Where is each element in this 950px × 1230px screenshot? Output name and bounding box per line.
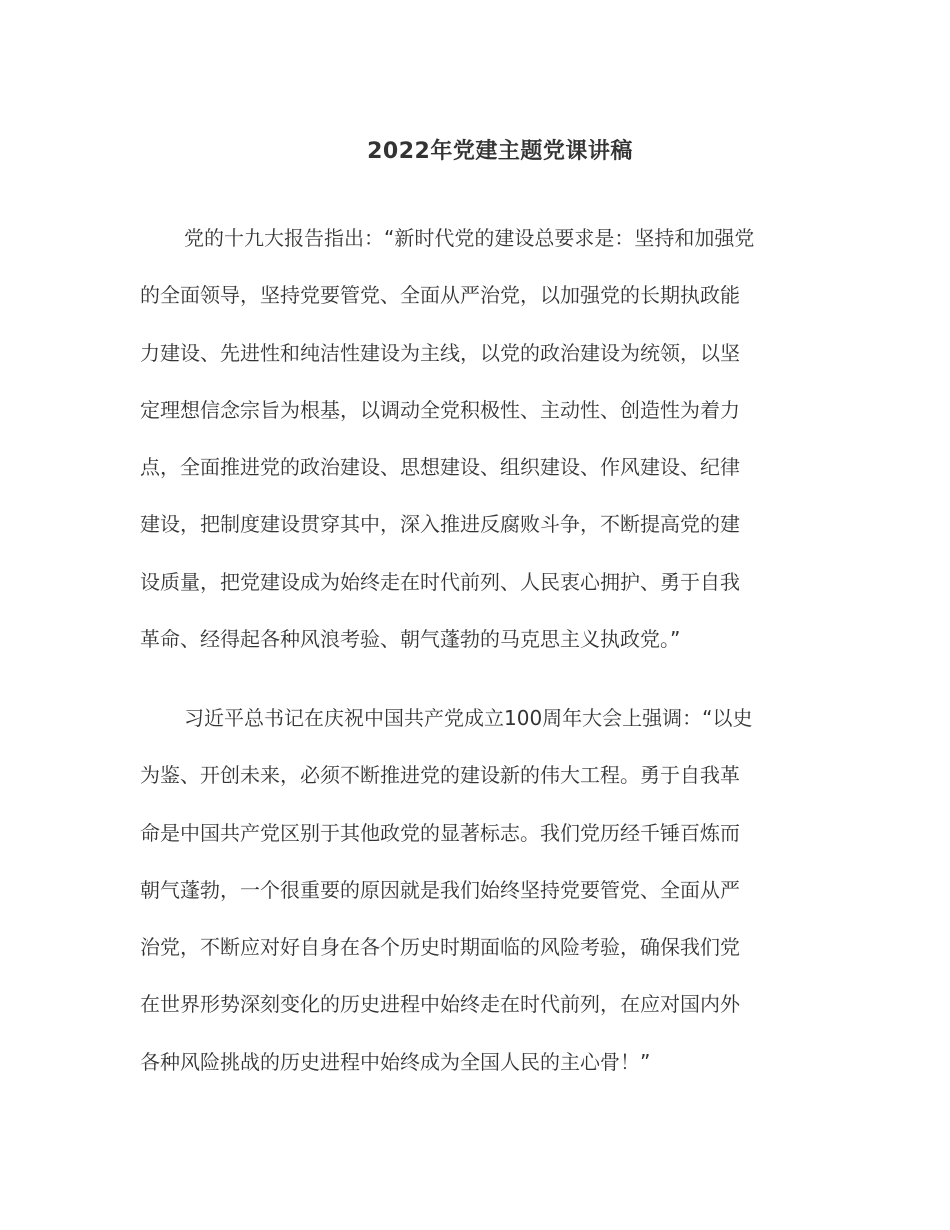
paragraph-line: 的全面领导，坚持党要管党、全面从严治党，以加强党的长期执政能 bbox=[140, 283, 740, 308]
paragraph-line: 在世界形势深刻变化的历史进程中始终走在时代前列，在应对国内外 bbox=[140, 992, 740, 1017]
paragraph-line: 朝气蓬勃，一个很重要的原因就是我们始终坚持党要管党、全面从严 bbox=[140, 877, 740, 902]
paragraph-line: 力建设、先进性和纯洁性建设为主线，以党的政治建设为统领，以坚 bbox=[140, 340, 740, 365]
document-title: 2022年党建主题党课讲稿 bbox=[367, 139, 633, 164]
paragraph-line: 定理想信念宗旨为根基，以调动全党积极性、主动性、创造性为着力 bbox=[140, 397, 740, 422]
paragraph-line: 设质量，把党建设成为始终走在时代前列、人民衷心拥护、勇于自我 bbox=[140, 569, 740, 594]
paragraph-line: 治党，不断应对好自身在各个历史时期面临的风险考验，确保我们党 bbox=[140, 935, 740, 960]
paragraph-line: 各种风险挑战的历史进程中始终成为全国人民的主心骨！” bbox=[140, 1049, 651, 1074]
paragraph-line: 革命、经得起各种风浪考验、朝气蓬勃的马克思主义执政党。” bbox=[140, 627, 681, 652]
paragraph-2 bbox=[140, 690, 812, 1091]
paragraph-1 bbox=[140, 210, 812, 668]
paragraph-line: 建设，把制度建设贯穿其中，深入推进反腐败斗争，不断提高党的建 bbox=[140, 512, 740, 537]
paragraph-line: 为鉴、开创未来，必须不断推进党的建设新的伟大工程。勇于自我革 bbox=[140, 763, 740, 788]
paragraph-line: 点，全面推进党的政治建设、思想建设、组织建设、作风建设、纪律 bbox=[140, 455, 740, 480]
paragraph-line: 党的十九大报告指出：“新时代党的建设总要求是：坚持和加强党 bbox=[184, 226, 755, 250]
paragraph-line: 命是中国共产党区别于其他政党的显著标志。我们党历经千锤百炼而 bbox=[140, 820, 740, 845]
paragraph-line: 习近平总书记在庆祝中国共产党成立100周年大会上强调：“以史 bbox=[184, 706, 753, 730]
